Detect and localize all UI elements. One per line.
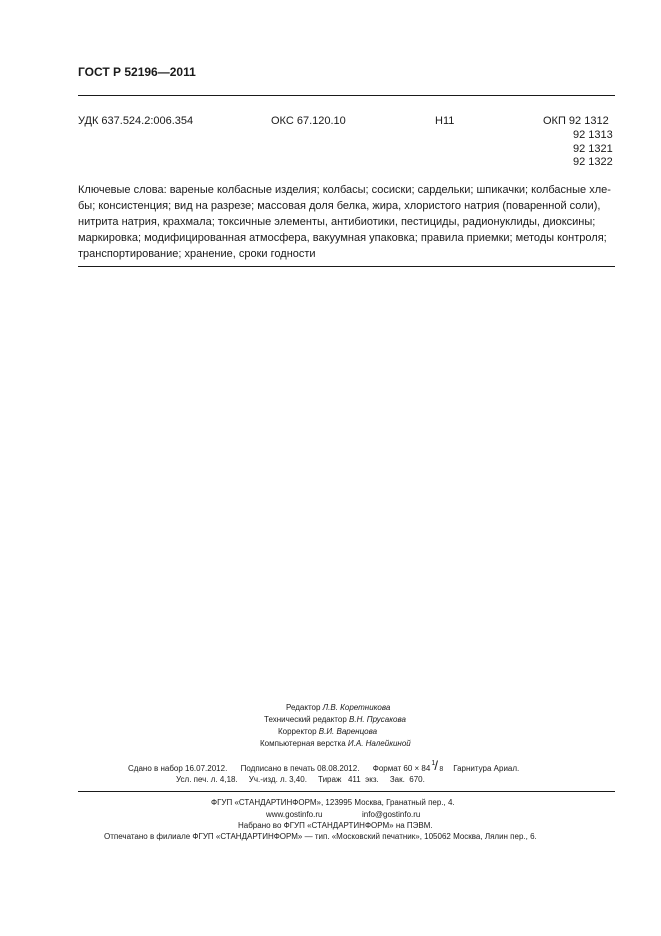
tech-editor-name: В.Н. Прусакова: [349, 715, 406, 724]
publisher-email: info@gostinfo.ru: [362, 810, 421, 819]
printing-note: Отпечатано в филиале ФГУП «СТАНДАРТИНФОРМ» — тип. «Московский печатник», 105062 Москва, Лялин пер., 6.: [104, 832, 537, 841]
imprint-line-2: Усл. печ. л. 4,18. Уч.-изд. л. 3,40. Тираж 411 экз. Зак. 670.: [176, 775, 425, 784]
keywords-paragraph: [78, 182, 615, 262]
okp-code-4: 92 1322: [573, 156, 613, 168]
keywords-line: транспортирование; хранение, сроки годности: [78, 248, 316, 260]
corrector-credit: [278, 727, 377, 736]
imprint-divider: [78, 791, 615, 792]
header-divider: [78, 95, 615, 96]
editor-credit: [286, 703, 390, 712]
paper-format: Формат 60 × 84: [372, 764, 431, 773]
okp-code-2: 92 1313: [573, 129, 613, 141]
okp-code-3: 92 1321: [573, 142, 613, 155]
layout-name: И.А. Налейкиной: [347, 739, 411, 748]
okp-extra-codes: [573, 129, 613, 170]
standard-number: ГОСТ Р 52196—2011: [78, 65, 196, 79]
keywords-line: нитрита натрия, крахмала; токсичные элементы, антибиотики, пестициды, радионуклиды, диоксины;: [78, 216, 596, 228]
layout-label: Компьютерная верстка: [260, 739, 346, 748]
oks-code: ОКС 67.120.10: [271, 115, 346, 127]
keywords-line: маркировка; модифицированная атмосфера, вакуумная упаковка; правила приемки; методы контроля;: [78, 232, 607, 244]
typeset-note: Набрано во ФГУП «СТАНДАРТИНФОРМ» на ПЭВМ.: [238, 821, 433, 830]
editor-name: Л.В. Коретникова: [322, 703, 391, 712]
layout-credit: [260, 739, 411, 748]
format-fraction: 1 / 8: [431, 758, 444, 773]
typeface: Гарнитура Ариал.: [453, 764, 520, 773]
publisher-site: www.gostinfo.ru: [266, 810, 323, 819]
format-denominator: 8: [439, 766, 444, 773]
keywords-line: Ключевые слова: вареные колбасные изделия; колбасы; сосиски; сардельки; шпикачки; колбасные хле-: [78, 184, 611, 196]
editor-label: Редактор: [286, 703, 321, 712]
group-code: Н11: [435, 115, 455, 127]
keywords-line: бы; консистенция; вид на разрезе; массовая доля белка, жира, хлористого натрия (поваренной соли),: [78, 200, 601, 212]
imprint-line-1: [128, 758, 520, 773]
signed-date: Подписано в печать 08.08.2012.: [240, 764, 360, 773]
corrector-name: В.И. Варенцова: [318, 727, 378, 736]
okp-code: ОКП 92 1312: [543, 115, 609, 127]
format-numerator: 1: [431, 760, 436, 767]
keywords-divider: [78, 266, 615, 267]
corrector-label: Корректор: [278, 727, 317, 736]
typeset-date: Сдано в набор 16.07.2012.: [128, 764, 228, 773]
tech-editor-credit: [264, 715, 406, 724]
publisher-address: ФГУП «СТАНДАРТИНФОРМ», 123995 Москва, Гранатный пер., 4.: [211, 798, 455, 807]
tech-editor-label: Технический редактор: [264, 715, 347, 724]
udk-code: УДК 637.524.2:006.354: [78, 115, 194, 127]
